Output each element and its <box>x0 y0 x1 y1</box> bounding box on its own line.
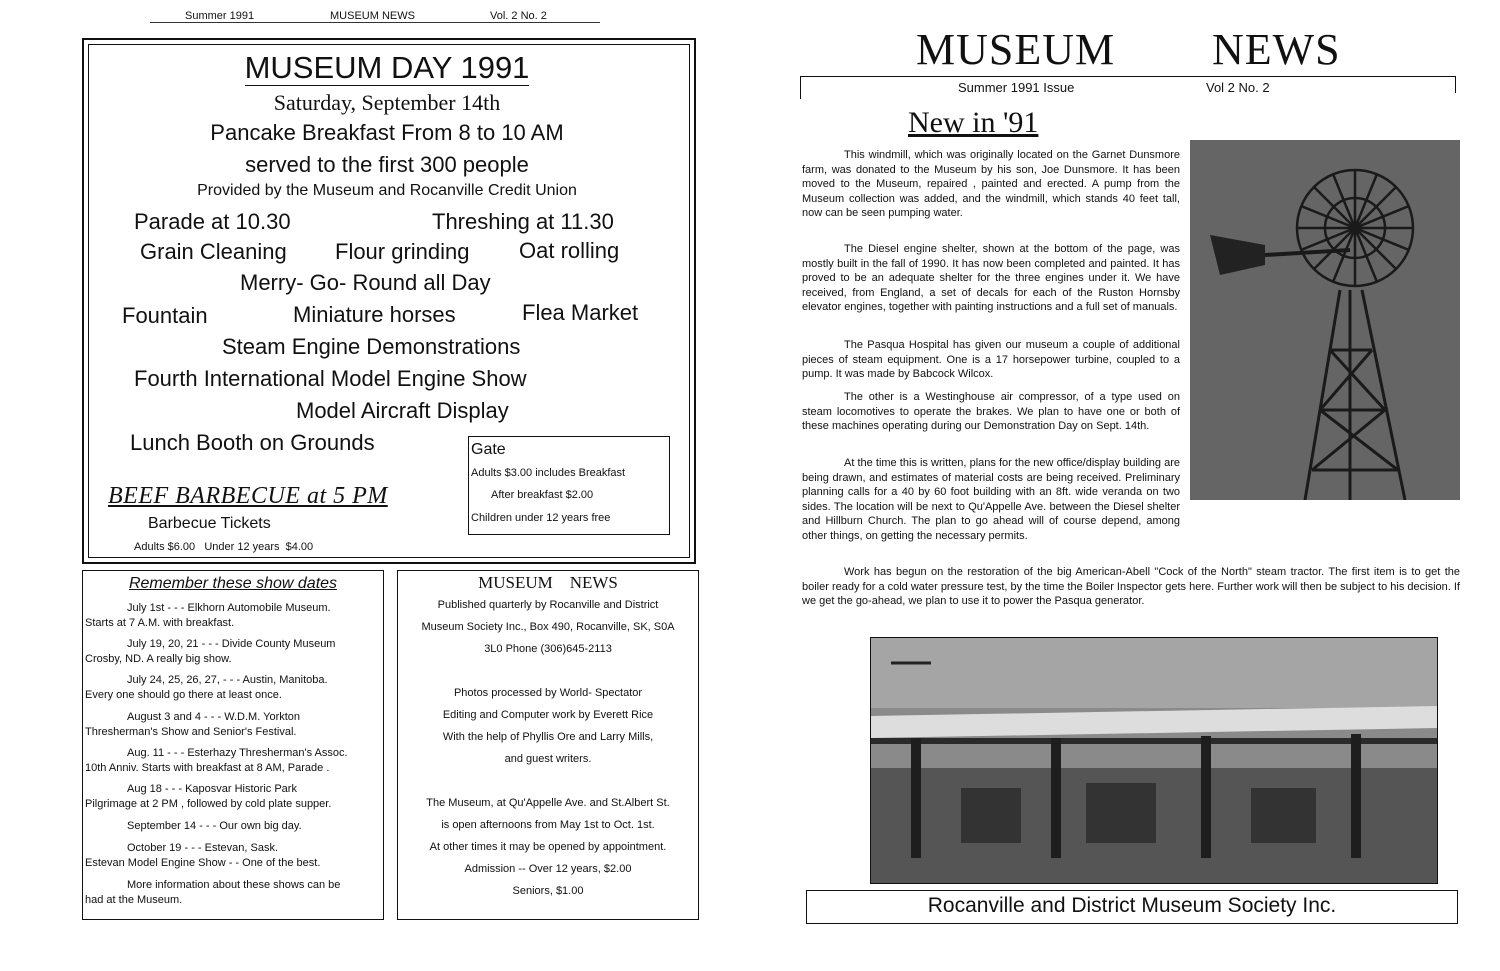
news-box-title: MUSEUM NEWS <box>478 573 618 592</box>
news-box-line: and guest writers. <box>504 753 592 765</box>
news-box-line: 3L0 Phone (306)645-2113 <box>484 643 612 655</box>
museum-day-title <box>82 50 692 86</box>
show-dates-box <box>82 570 384 920</box>
gate-title: Gate <box>471 441 506 458</box>
model-aircraft: Model Aircraft Display <box>296 398 509 423</box>
lunch-booth: Lunch Booth on Grounds <box>130 430 375 455</box>
gate-after-breakfast: After breakfast $2.00 <box>491 489 594 501</box>
show-date-line: July 19, 20, 21 - - - Divide County Museum <box>127 638 336 650</box>
parade-time: Parade at 10.30 <box>134 209 291 234</box>
header-volume: Vol. 2 No. 2 <box>490 10 547 22</box>
beef-barbecue: BEEF BARBECUE at 5 PM <box>108 483 388 509</box>
show-date-line: Estevan Model Engine Show - - One of the best. <box>85 857 321 869</box>
issue-label: Summer 1991 Issue <box>958 80 1075 95</box>
news-box-line: Admission -- Over 12 years, $2.00 <box>464 863 632 875</box>
show-date-line: Pilgrimage at 2 PM , followed by cold plate supper. <box>85 798 332 810</box>
show-date-line: Aug 18 - - - Kaposvar Historic Park <box>127 783 297 795</box>
show-date-line: Starts at 7 A.M. with breakfast. <box>85 617 235 629</box>
show-date-line: July 1st - - - Elkhorn Automobile Museum. <box>127 602 331 614</box>
show-dates-title: Remember these show dates <box>128 575 338 592</box>
model-engine-show: Fourth International Model Engine Show <box>134 366 527 391</box>
shelter-drawing <box>871 638 1437 883</box>
show-date-line: had at the Museum. <box>85 894 183 906</box>
show-date-line: More information about these shows can be <box>127 879 341 891</box>
paragraph-pasqua-hospital: The Pasqua Hospital has given our museum a couple of additional pieces of steam equipment. One is a 17 horsepower turbine, coupled to a pump. It was made by Babcock Wilcox. <box>802 339 1180 381</box>
footer-society: Rocanville and District Museum Society Inc. <box>927 894 1337 917</box>
served-line: served to the first 300 people <box>245 152 529 177</box>
masthead-news: NEWS <box>1212 25 1341 74</box>
masthead-rule <box>800 76 1456 97</box>
show-date-line: August 3 and 4 - - - W.D.M. Yorkton <box>127 711 301 723</box>
provided-by: Provided by the Museum and Rocanville Credit Union <box>197 182 577 199</box>
windmill-drawing <box>1190 140 1460 500</box>
gate-adults: Adults $3.00 includes Breakfast <box>471 467 626 479</box>
news-box-line: With the help of Phyllis Ore and Larry Mills, <box>442 731 654 743</box>
grain-cleaning: Grain Cleaning <box>140 239 287 264</box>
show-date-line: Aug. 11 - - - Esterhazy Thresherman's Assoc. <box>127 747 348 759</box>
pancake-breakfast: Pancake Breakfast From 8 to 10 AM <box>210 120 564 145</box>
diesel-shelter-photo <box>870 637 1438 884</box>
paragraph-steam-tractor: Work has begun on the restoration of the big American-Abell "Cock of the North" steam tractor. The first item is to get the boiler ready for a cold water pressure test, by the time the Boiler Inspector gets here. Further work will then be subject to his decision. If we get the go-ahead, we plan to use it to power the Pasqua generator. <box>802 566 1460 608</box>
page-header-strip <box>150 8 600 23</box>
paragraph-windmill: This windmill, which was originally located on the Garnet Dunsmore farm, was donated to the Museum by his son, Joe Dunsmore. It has been moved to the Museum, repaired , painted and erected. A pump from the Museum collection was added, and the windmill, which stands 40 feet tall, now can be seen pumping water. <box>802 149 1180 220</box>
flour-grinding: Flour grinding <box>335 239 470 264</box>
threshing-time: Threshing at 11.30 <box>432 209 614 234</box>
show-date-line: Every one should go there at least once. <box>85 689 282 701</box>
merry-go-round: Merry- Go- Round all Day <box>240 270 491 295</box>
paragraph-westinghouse: The other is a Westinghouse air compressor, of a type used on steam locomotives to operate the brakes. We plan to have one or both of these machines operating during our Demonstration Day on Sept. 14th. <box>802 391 1180 433</box>
footer-box <box>806 890 1458 924</box>
barbecue-tickets: Barbecue Tickets <box>148 515 271 532</box>
news-box-line: The Museum, at Qu'Appelle Ave. and St.Albert St. <box>426 797 670 809</box>
news-box-line: Seniors, $1.00 <box>512 885 584 897</box>
news-box-line: is open afternoons from May 1st to Oct. 1st. <box>441 819 655 831</box>
barbecue-prices: Adults $6.00 Under 12 years $4.00 <box>134 541 314 553</box>
event-date: Saturday, September 14th <box>273 90 501 115</box>
volume-label: Vol 2 No. 2 <box>1206 80 1270 95</box>
museum-day-title-text: MUSEUM DAY 1991 <box>244 50 530 85</box>
header-season: Summer 1991 <box>185 10 255 22</box>
news-box-line: Photos processed by World- Spectator <box>453 687 643 699</box>
news-box-line: At other times it may be opened by appointment. <box>429 841 667 853</box>
show-date-line: July 24, 25, 26, 27, - - - Austin, Manitoba. <box>127 674 328 686</box>
masthead-museum: MUSEUM <box>916 25 1116 74</box>
show-date-line: October 19 - - - Estevan, Sask. <box>127 842 279 854</box>
header-title: MUSEUM NEWS <box>330 10 415 22</box>
news-box-line: Museum Society Inc., Box 490, Rocanville, SK, S0A <box>421 621 675 633</box>
show-date-line: Thresherman's Show and Senior's Festival. <box>85 726 297 738</box>
paragraph-diesel-shelter: The Diesel engine shelter, shown at the bottom of the page, was mostly built in the fall of 1990. It has now been completed and painted. It has proved to be an adequate shelter for the three engines under it. We have received, from England, a set of decals for each of the Ruston Hornsby elevator engines, together with painting instructions and a full set of manuals. <box>802 243 1180 314</box>
oat-rolling: Oat rolling <box>519 238 620 263</box>
news-box-line: Published quarterly by Rocanville and District <box>437 599 659 611</box>
show-date-line: 10th Anniv. Starts with breakfast at 8 AM, Parade . <box>85 762 330 774</box>
steam-engine-demo: Steam Engine Demonstrations <box>222 334 521 359</box>
news-box-line: Editing and Computer work by Everett Rice <box>442 709 654 721</box>
windmill-photo <box>1190 140 1460 500</box>
show-date-line: September 14 - - - Our own big day. <box>127 820 302 832</box>
show-date-line: Crosby, ND. A really big show. <box>85 653 232 665</box>
museum-news-box <box>397 570 699 920</box>
flea-market: Flea Market <box>522 300 639 325</box>
headline: New in '91 <box>908 106 1039 139</box>
gate-box <box>468 436 670 535</box>
fountain: Fountain <box>122 303 208 328</box>
paragraph-new-building: At the time this is written, plans for the new office/display building are being drawn, and estimates of material costs are being received. Preliminary planning calls for a 40 by 60 foot building with an 8ft. wide veranda on two sides. The location will be next to Qu'Appelle Ave. between the Diesel shelter and Hillburn Church. The plan to go ahead will of course depend, among other things, on getting the necessary permits. <box>802 457 1180 542</box>
miniature-horses: Miniature horses <box>293 302 456 327</box>
gate-children: Children under 12 years free <box>471 512 611 524</box>
